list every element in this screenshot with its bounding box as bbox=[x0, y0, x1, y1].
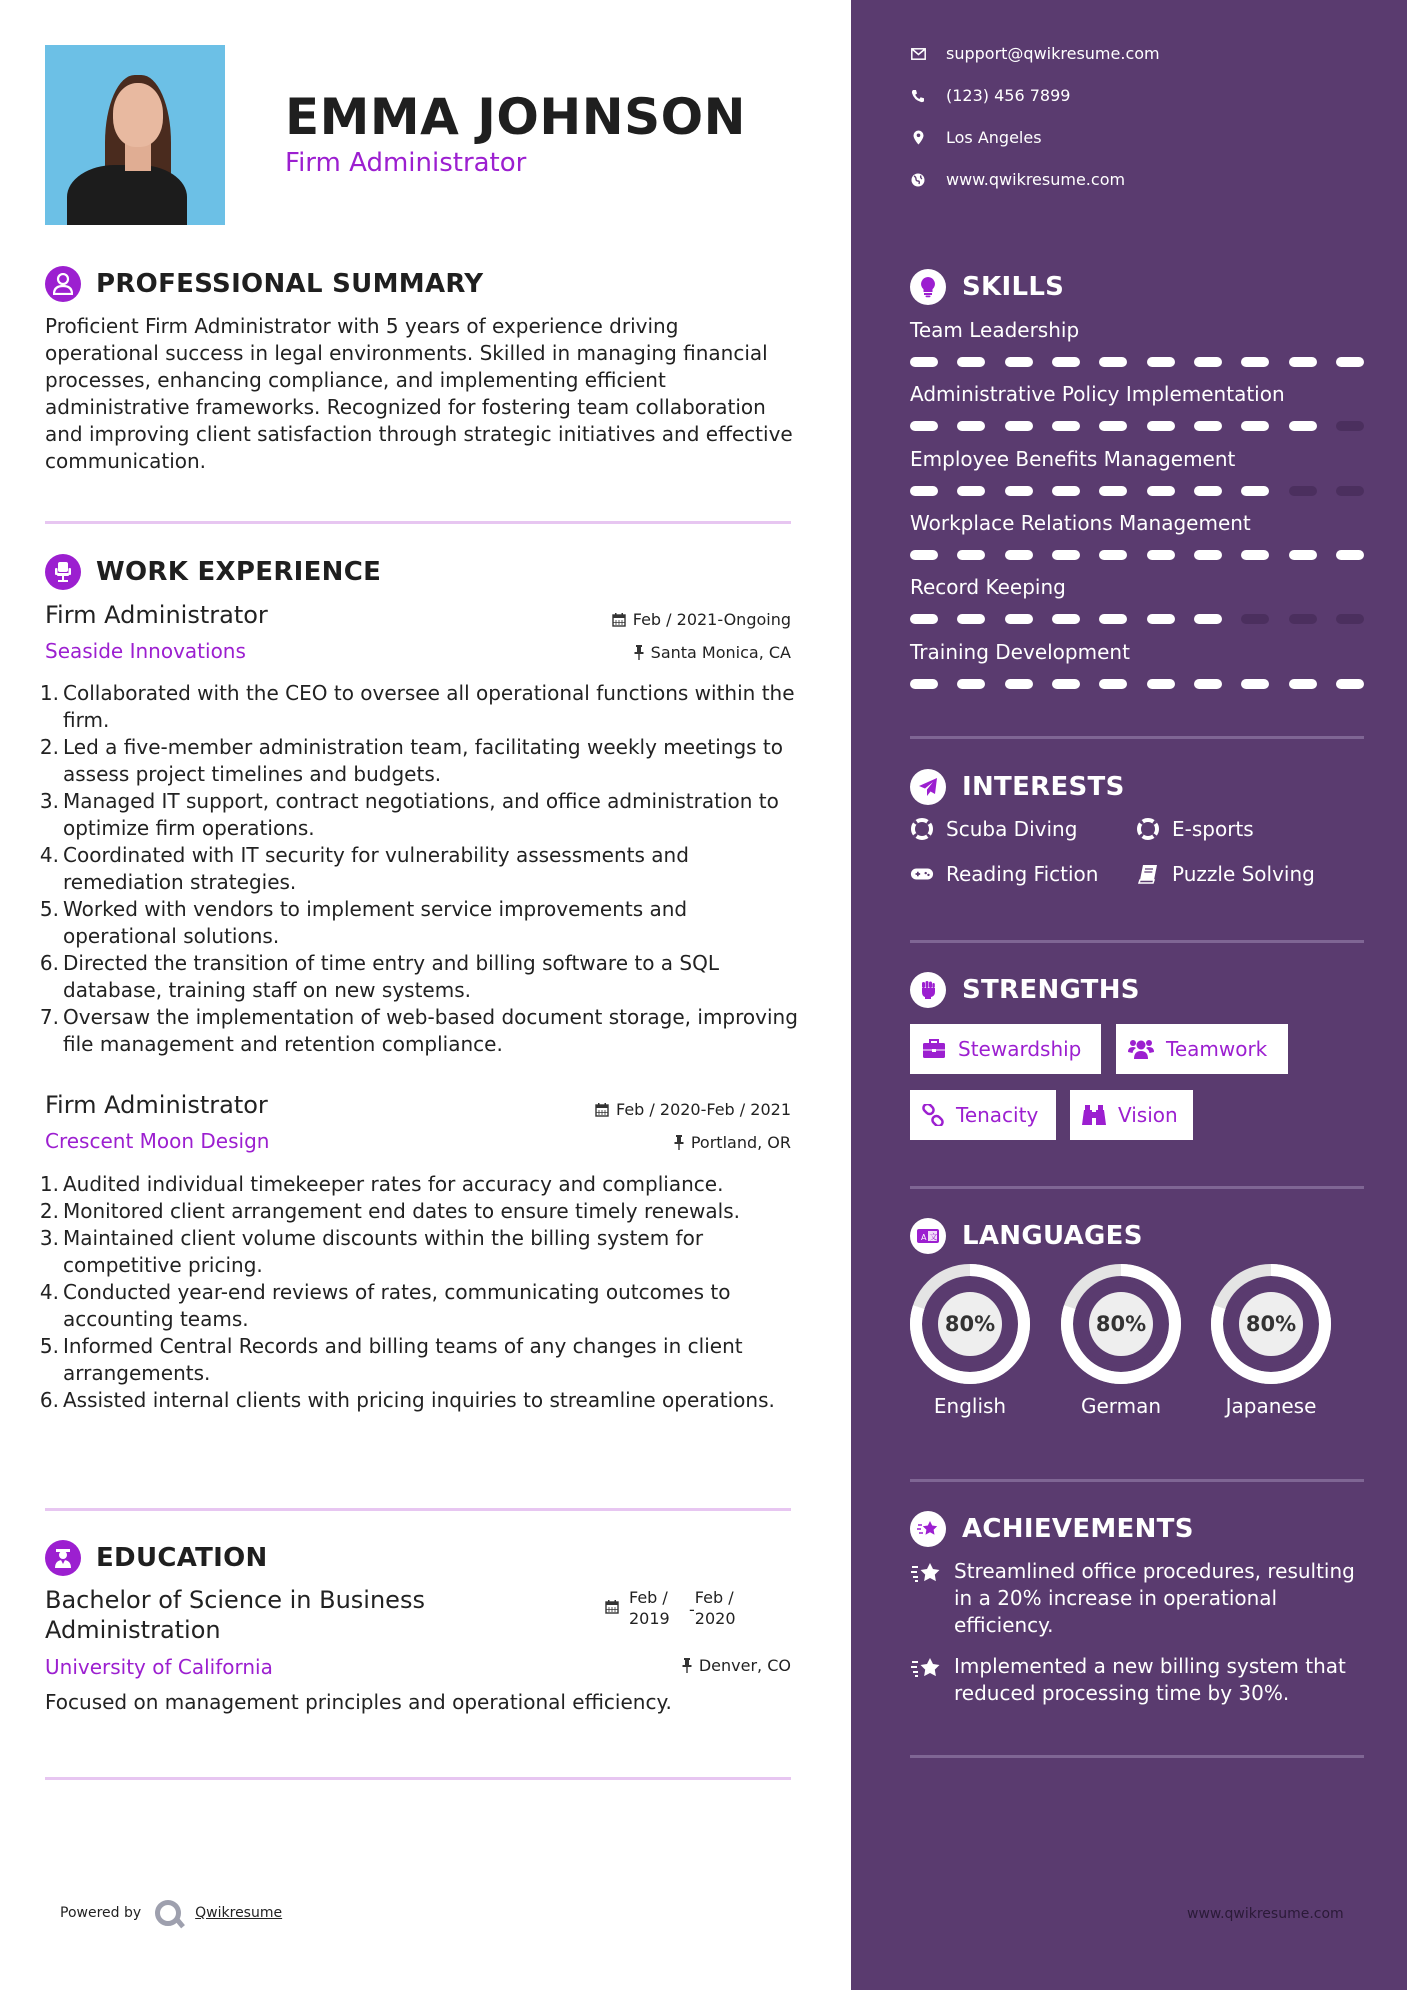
skill-level-dash bbox=[1099, 614, 1127, 624]
job-location: Portland, OR bbox=[674, 1133, 791, 1152]
language-name: English bbox=[933, 1394, 1007, 1418]
skill-level-dash bbox=[1005, 421, 1033, 431]
language-percent: 80% bbox=[1095, 1312, 1147, 1336]
strength-badge: Tenacity bbox=[910, 1090, 1056, 1140]
section-heading-languages: A 文 LANGUAGES bbox=[910, 1218, 1143, 1254]
skill-name: Workplace Relations Management bbox=[910, 511, 1251, 535]
skill-level-dash bbox=[1241, 550, 1269, 560]
skill-level-dash bbox=[957, 550, 985, 560]
skill-level-bar bbox=[910, 357, 1364, 367]
skill-level-dash bbox=[1005, 679, 1033, 689]
skill-name: Employee Benefits Management bbox=[910, 447, 1236, 471]
list-item: 5. Informed Central Records and billing teams of any changes in client arrangements. bbox=[39, 1334, 743, 1385]
job-title: Firm Administrator bbox=[45, 601, 268, 629]
envelope-icon bbox=[910, 46, 926, 62]
user-icon bbox=[45, 266, 81, 302]
lightbulb-icon bbox=[910, 269, 946, 305]
interest-item: Reading Fiction bbox=[910, 862, 1098, 886]
briefcase-icon bbox=[922, 1039, 946, 1059]
skill-level-dash bbox=[1241, 486, 1269, 496]
skill-level-dash bbox=[1336, 550, 1364, 560]
skill-level-dash bbox=[1099, 486, 1127, 496]
skill-level-dash bbox=[1005, 357, 1033, 367]
skill-level-dash bbox=[957, 679, 985, 689]
job-dates: Feb / 2021-Ongoing bbox=[612, 610, 791, 629]
strength-badge: Vision bbox=[1070, 1090, 1193, 1140]
summary-text: Proficient Firm Administrator with 5 years of experience driving operational success in legal environments. Skilled in managing financial processes, enhancing compliance, and implementing efficient administrative frameworks. Recognized for fostering team collaboration and improving client satisfaction through strategic initiatives and effective communication. bbox=[45, 314, 793, 473]
skill-level-dash bbox=[910, 486, 938, 496]
skill-level-dash bbox=[1289, 550, 1317, 560]
language-item bbox=[1211, 1264, 1331, 1418]
education-dates: Feb / 2019 - Feb / 2020 bbox=[605, 1587, 755, 1629]
skill-level-bar bbox=[910, 486, 1364, 496]
achievement-item: Streamlined office procedures, resulting in a 20% increase in operational efficiency. bbox=[910, 1558, 1370, 1639]
calendar-icon bbox=[595, 1102, 609, 1117]
divider bbox=[910, 940, 1364, 943]
section-heading-summary: PROFESSIONAL SUMMARY bbox=[45, 266, 483, 302]
candidate-title: Firm Administrator bbox=[285, 148, 527, 178]
strength-badge: Teamwork bbox=[1116, 1024, 1288, 1074]
skill-level-dash bbox=[957, 357, 985, 367]
language-name: Japanese bbox=[1225, 1394, 1317, 1418]
skill-level-dash bbox=[1194, 421, 1222, 431]
skill-name: Record Keeping bbox=[910, 575, 1066, 599]
skill-level-dash bbox=[1052, 421, 1080, 431]
interest-item: Puzzle Solving bbox=[1136, 862, 1315, 886]
skill-level-dash bbox=[1289, 614, 1317, 624]
interest-item: E-sports bbox=[1136, 817, 1254, 841]
language-item bbox=[910, 1264, 1030, 1418]
contact-email[interactable]: support@qwikresume.com bbox=[910, 44, 1160, 63]
map-marker-icon bbox=[910, 130, 926, 146]
skill-level-dash bbox=[1147, 679, 1175, 689]
skill-level-dash bbox=[1052, 357, 1080, 367]
divider bbox=[910, 1186, 1364, 1189]
skill-level-dash bbox=[1336, 679, 1364, 689]
list-item: 1. Collaborated with the CEO to oversee all operational functions within the firm. bbox=[39, 681, 795, 732]
skill-level-dash bbox=[1241, 357, 1269, 367]
language-progress-ring bbox=[1061, 1264, 1181, 1384]
skill-level-dash bbox=[1099, 421, 1127, 431]
skill-level-bar bbox=[910, 679, 1364, 689]
shooting-star-icon bbox=[910, 1511, 946, 1547]
calendar-icon bbox=[605, 1599, 619, 1614]
powered-by: Powered by Qwikresume bbox=[60, 1900, 282, 1926]
education-start: Feb / 2019 bbox=[629, 1588, 670, 1628]
job-bullets bbox=[30, 680, 800, 1058]
life-ring-icon bbox=[1136, 818, 1160, 840]
life-ring-icon bbox=[910, 818, 934, 840]
contact-location: Los Angeles bbox=[910, 128, 1042, 147]
contact-website[interactable]: www.qwikresume.com bbox=[910, 170, 1125, 189]
skill-level-dash bbox=[910, 550, 938, 560]
globe-icon bbox=[910, 172, 926, 188]
section-heading-experience: WORK EXPERIENCE bbox=[45, 554, 381, 590]
paper-plane-icon bbox=[910, 769, 946, 805]
skill-level-dash bbox=[1099, 550, 1127, 560]
language-name: German bbox=[1080, 1394, 1162, 1418]
skill-level-dash bbox=[1241, 614, 1269, 624]
candidate-name: EMMA JOHNSON bbox=[285, 88, 746, 146]
svg-text:A: A bbox=[921, 1233, 927, 1242]
skill-level-dash bbox=[1099, 679, 1127, 689]
skill-level-dash bbox=[1194, 614, 1222, 624]
degree-title: Bachelor of Science in Business Administration bbox=[45, 1586, 425, 1644]
list-item: 4. Conducted year-end reviews of rates, communicating outcomes to accounting teams. bbox=[39, 1280, 731, 1331]
skill-level-dash bbox=[1194, 679, 1222, 689]
list-item: 2. Monitored client arrangement end dates to ensure timely renewals. bbox=[39, 1199, 740, 1223]
skill-level-dash bbox=[910, 614, 938, 624]
skill-level-dash bbox=[1336, 486, 1364, 496]
gamepad-icon bbox=[910, 863, 934, 885]
skill-level-dash bbox=[1241, 679, 1269, 689]
skill-level-dash bbox=[1147, 357, 1175, 367]
pushpin-icon bbox=[674, 1135, 684, 1150]
skill-level-dash bbox=[1099, 357, 1127, 367]
svg-text:文: 文 bbox=[929, 1232, 938, 1242]
divider bbox=[45, 1777, 791, 1780]
skill-level-dash bbox=[1005, 486, 1033, 496]
list-item: 7. Oversaw the implementation of web-based document storage, improving file management and retention compliance. bbox=[39, 1005, 798, 1056]
divider bbox=[45, 521, 791, 524]
skill-level-dash bbox=[910, 679, 938, 689]
pushpin-icon bbox=[682, 1658, 692, 1673]
contact-phone[interactable]: (123) 456 7899 bbox=[910, 86, 1070, 105]
skill-level-dash bbox=[1052, 486, 1080, 496]
interest-item: Scuba Diving bbox=[910, 817, 1077, 841]
strength-badge: Stewardship bbox=[910, 1024, 1101, 1074]
skill-level-dash bbox=[1336, 614, 1364, 624]
job-location: Santa Monica, CA bbox=[634, 643, 791, 662]
achievement-item: Implemented a new billing system that reduced processing time by 30%. bbox=[910, 1653, 1370, 1707]
skill-level-dash bbox=[1289, 679, 1317, 689]
skill-level-dash bbox=[1147, 421, 1175, 431]
calendar-icon bbox=[612, 612, 626, 627]
divider bbox=[910, 1479, 1364, 1482]
divider bbox=[910, 736, 1364, 739]
skill-level-dash bbox=[1005, 550, 1033, 560]
list-item: 1. Audited individual timekeeper rates for accuracy and compliance. bbox=[39, 1172, 724, 1196]
skill-level-dash bbox=[1194, 486, 1222, 496]
office-chair-icon bbox=[45, 554, 81, 590]
list-item: 3. Managed IT support, contract negotiations, and office administration to optimize firm operations. bbox=[39, 789, 779, 840]
skill-level-bar bbox=[910, 421, 1364, 431]
qwikresume-link[interactable]: Qwikresume bbox=[195, 1905, 283, 1921]
skill-level-dash bbox=[1052, 679, 1080, 689]
education-end: Feb / 2020 bbox=[694, 1588, 736, 1628]
section-heading-skills: SKILLS bbox=[910, 269, 1064, 305]
section-heading-education: EDUCATION bbox=[45, 1540, 268, 1576]
pushpin-icon bbox=[634, 645, 644, 660]
skill-level-dash bbox=[1147, 614, 1175, 624]
skill-level-dash bbox=[1336, 421, 1364, 431]
education-description: Focused on management principles and operational efficiency. bbox=[45, 1690, 672, 1714]
divider bbox=[45, 1508, 791, 1511]
skill-name: Team Leadership bbox=[910, 318, 1080, 342]
list-item: 3. Maintained client volume discounts within the billing system for competitive pricing. bbox=[39, 1226, 704, 1277]
skill-level-dash bbox=[1005, 614, 1033, 624]
skill-name: Administrative Policy Implementation bbox=[910, 382, 1285, 406]
language-progress-ring bbox=[1211, 1264, 1331, 1384]
qwikresume-logo-icon bbox=[155, 1900, 181, 1926]
book-icon bbox=[1136, 863, 1160, 885]
skill-level-dash bbox=[957, 486, 985, 496]
job-dates: Feb / 2020-Feb / 2021 bbox=[595, 1100, 791, 1119]
shooting-star-icon bbox=[910, 1558, 944, 1639]
skill-level-dash bbox=[1147, 486, 1175, 496]
binoculars-icon bbox=[1082, 1104, 1106, 1126]
phone-icon bbox=[910, 88, 926, 104]
section-heading-interests: INTERESTS bbox=[910, 769, 1125, 805]
list-item: 4. Coordinated with IT security for vulnerability assessments and remediation strategies. bbox=[39, 843, 689, 894]
skill-level-dash bbox=[957, 421, 985, 431]
skill-level-dash bbox=[1289, 486, 1317, 496]
skill-level-bar bbox=[910, 614, 1364, 624]
section-heading-strengths: STRENGTHS bbox=[910, 972, 1140, 1008]
education-location: Denver, CO bbox=[682, 1656, 791, 1675]
profile-photo bbox=[45, 45, 225, 225]
job-bullets bbox=[30, 1171, 800, 1414]
list-item: 6. Assisted internal clients with pricing inquiries to streamline operations. bbox=[39, 1388, 775, 1412]
link-icon bbox=[922, 1104, 944, 1126]
skill-level-dash bbox=[1289, 357, 1317, 367]
skill-level-dash bbox=[1241, 421, 1269, 431]
skill-level-bar bbox=[910, 550, 1364, 560]
section-heading-achievements: ACHIEVEMENTS bbox=[910, 1511, 1194, 1547]
users-icon bbox=[1128, 1038, 1154, 1060]
skill-level-dash bbox=[1052, 550, 1080, 560]
school-name: University of California bbox=[45, 1655, 273, 1679]
divider bbox=[910, 1755, 1364, 1758]
skill-level-dash bbox=[957, 614, 985, 624]
skill-level-dash bbox=[1052, 614, 1080, 624]
list-item: 5. Worked with vendors to implement service improvements and operational solutions. bbox=[39, 897, 688, 948]
language-item bbox=[1061, 1264, 1181, 1418]
list-item: 6. Directed the transition of time entry and billing software to a SQL database, training staff on new systems. bbox=[39, 951, 719, 1002]
skill-level-dash bbox=[1194, 357, 1222, 367]
footer-website[interactable]: www.qwikresume.com bbox=[1187, 1906, 1344, 1922]
company-name: Crescent Moon Design bbox=[45, 1129, 270, 1153]
fist-icon bbox=[910, 972, 946, 1008]
skill-level-dash bbox=[1336, 357, 1364, 367]
shooting-star-icon bbox=[910, 1653, 944, 1707]
skill-level-dash bbox=[1194, 550, 1222, 560]
language-percent: 80% bbox=[944, 1312, 996, 1336]
skill-level-dash bbox=[910, 357, 938, 367]
company-name: Seaside Innovations bbox=[45, 639, 246, 663]
graduate-icon bbox=[45, 1540, 81, 1576]
skill-level-dash bbox=[910, 421, 938, 431]
skill-level-dash bbox=[1147, 550, 1175, 560]
language-progress-ring bbox=[910, 1264, 1030, 1384]
list-item: 2. Led a five-member administration team, facilitating weekly meetings to assess project timelines and budgets. bbox=[39, 735, 783, 786]
skill-level-dash bbox=[1289, 421, 1317, 431]
language-percent: 80% bbox=[1245, 1312, 1297, 1336]
translate-icon bbox=[910, 1218, 946, 1254]
skill-name: Training Development bbox=[910, 640, 1130, 664]
job-title: Firm Administrator bbox=[45, 1091, 268, 1119]
